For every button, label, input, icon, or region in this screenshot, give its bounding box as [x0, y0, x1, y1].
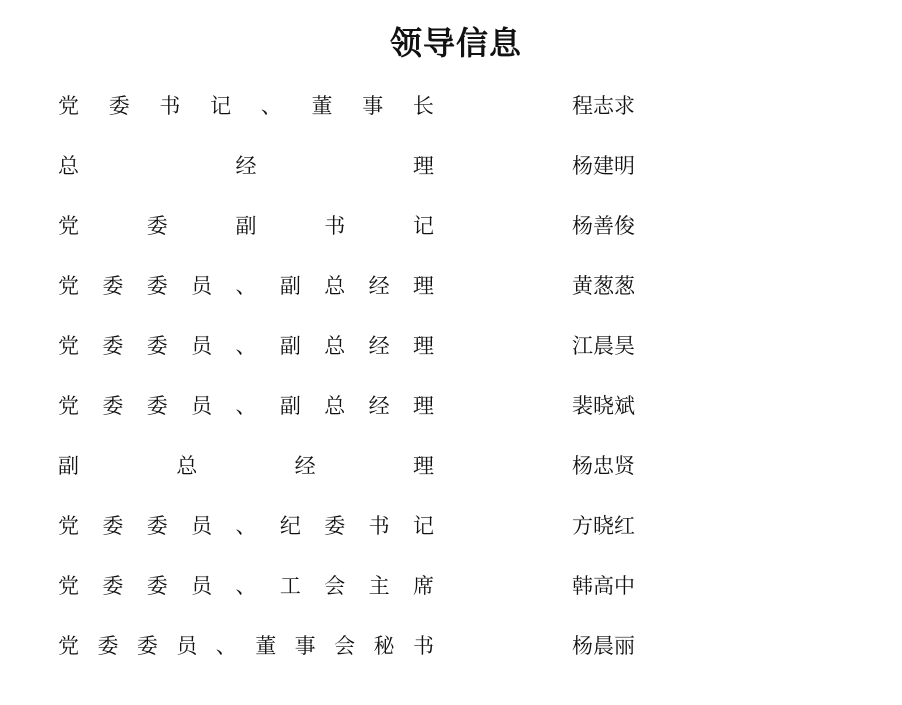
position-char: 记	[413, 514, 434, 538]
position-char: 委	[146, 274, 168, 298]
position-char: 副	[58, 454, 79, 478]
leader-position	[58, 506, 434, 546]
position-char: 理	[413, 394, 434, 418]
leader-name: 杨建明	[572, 154, 635, 178]
leader-name: 程志求	[572, 94, 635, 118]
leader-row	[0, 86, 902, 126]
position-char: 理	[413, 154, 434, 178]
position-char: 委	[102, 274, 124, 298]
position-char: 总	[324, 394, 346, 418]
position-char: 记	[413, 214, 434, 238]
position-char: 董	[255, 634, 277, 658]
position-char: 工	[279, 574, 301, 598]
leader-name: 杨善俊	[572, 214, 635, 238]
leader-name: 江晨昊	[572, 334, 635, 358]
position-char: 长	[412, 94, 434, 118]
leader-position	[58, 626, 434, 666]
position-char: 党	[58, 274, 79, 298]
position-char: 、	[235, 574, 257, 598]
leader-position	[58, 566, 434, 606]
position-char: 委	[146, 214, 168, 238]
leader-row	[0, 446, 902, 486]
position-char: 经	[294, 454, 316, 478]
leader-position	[58, 86, 434, 126]
position-char: 书	[368, 514, 390, 538]
position-char: 总	[176, 454, 198, 478]
page-title: 领导信息	[389, 24, 522, 62]
position-char: 副	[279, 394, 301, 418]
position-char: 事	[294, 634, 316, 658]
position-char: 席	[413, 574, 434, 598]
position-char: 委	[102, 574, 124, 598]
position-char: 总	[324, 334, 346, 358]
position-char: 纪	[279, 514, 301, 538]
position-char: 党	[58, 214, 79, 238]
position-char: 副	[235, 214, 257, 238]
position-char: 员	[191, 574, 213, 598]
leader-row	[0, 566, 902, 606]
position-char: 书	[412, 634, 434, 658]
position-char: 总	[58, 154, 79, 178]
position-char: 委	[146, 514, 168, 538]
position-char: 员	[191, 334, 213, 358]
position-char: 委	[146, 574, 168, 598]
position-char: 委	[102, 394, 124, 418]
leader-name: 黄葱葱	[572, 274, 635, 298]
position-char: 理	[413, 274, 434, 298]
position-char: 委	[97, 634, 119, 658]
position-char: 书	[159, 94, 181, 118]
position-char: 书	[324, 214, 346, 238]
position-char: 员	[191, 514, 213, 538]
position-char: 、	[235, 274, 257, 298]
leader-position	[58, 386, 434, 426]
position-char: 董	[311, 94, 333, 118]
position-char: 、	[235, 394, 257, 418]
position-char: 主	[368, 574, 390, 598]
position-char: 会	[334, 634, 356, 658]
position-char: 经	[368, 394, 390, 418]
leader-row	[0, 206, 902, 246]
leader-position	[58, 326, 434, 366]
position-char: 委	[146, 394, 168, 418]
leader-row	[0, 386, 902, 426]
position-char: 记	[210, 94, 232, 118]
position-char: 、	[215, 634, 237, 658]
position-char: 党	[58, 394, 79, 418]
position-char: 理	[413, 334, 434, 358]
position-char: 员	[191, 274, 213, 298]
position-char: 员	[176, 634, 198, 658]
position-char: 、	[235, 334, 257, 358]
leader-position	[58, 146, 434, 186]
position-char: 、	[260, 94, 282, 118]
position-char: 党	[58, 634, 79, 658]
leader-row	[0, 506, 902, 546]
position-char: 党	[58, 334, 79, 358]
position-char: 委	[324, 514, 346, 538]
position-char: 经	[368, 334, 390, 358]
position-char: 委	[146, 334, 168, 358]
position-char: 会	[324, 574, 346, 598]
position-char: 委	[136, 634, 158, 658]
position-char: 党	[58, 514, 79, 538]
leader-row	[0, 146, 902, 186]
leader-position	[58, 266, 434, 306]
position-char: 委	[102, 334, 124, 358]
leader-name: 方晓红	[572, 514, 635, 538]
position-char: 员	[191, 394, 213, 418]
leader-name: 韩高中	[572, 574, 635, 598]
leader-row	[0, 626, 902, 666]
position-char: 党	[58, 574, 79, 598]
position-char: 副	[279, 274, 301, 298]
position-char: 经	[235, 154, 257, 178]
position-char: 党	[58, 94, 79, 118]
leader-row	[0, 266, 902, 306]
position-char: 理	[412, 454, 434, 478]
leader-position	[58, 206, 434, 246]
position-char: 经	[368, 274, 390, 298]
position-char: 事	[362, 94, 384, 118]
leader-name: 杨晨丽	[572, 634, 635, 658]
leader-row	[0, 326, 902, 366]
position-char: 副	[279, 334, 301, 358]
leader-name: 杨忠贤	[572, 454, 635, 478]
leader-position	[58, 446, 434, 486]
leader-name: 裴晓斌	[572, 394, 635, 418]
position-char: 、	[235, 514, 257, 538]
position-char: 总	[324, 274, 346, 298]
position-char: 委	[108, 94, 130, 118]
position-char: 委	[102, 514, 124, 538]
position-char: 秘	[373, 634, 395, 658]
